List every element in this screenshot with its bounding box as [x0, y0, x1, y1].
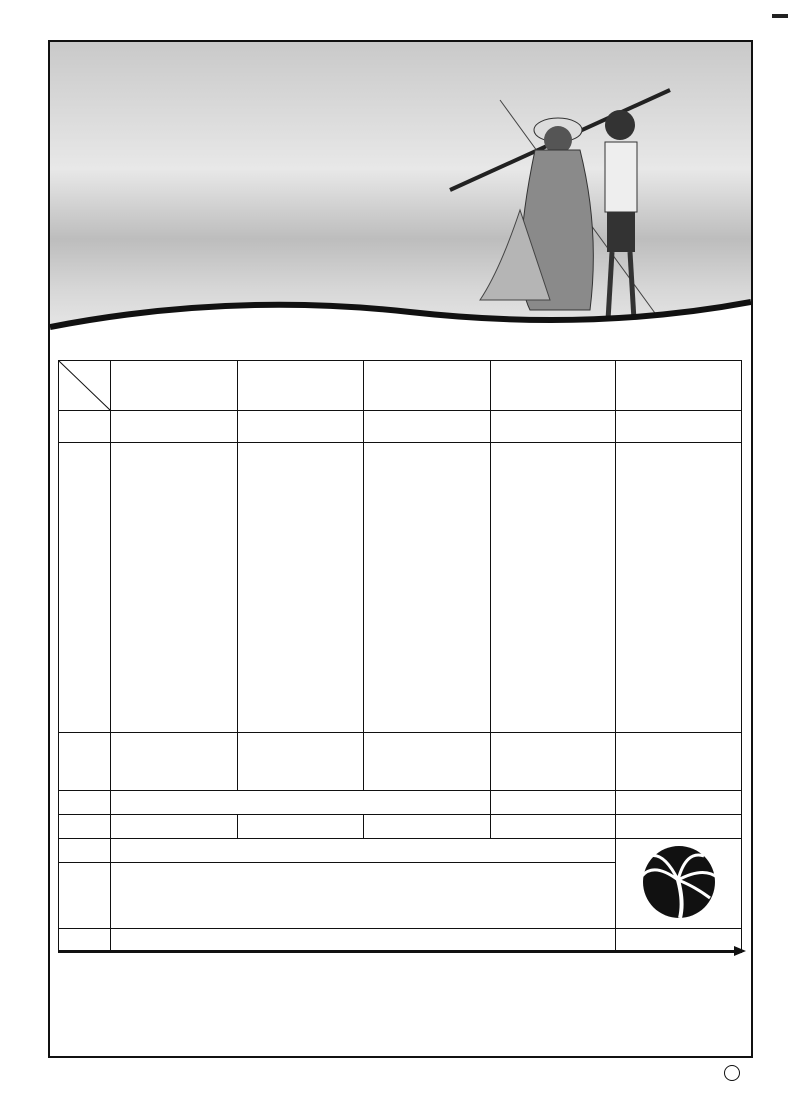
row-label-spots: [59, 443, 111, 733]
shopping-1: [110, 815, 237, 839]
price-1: [110, 411, 237, 443]
ad-tag: [772, 14, 788, 18]
meal-5: [616, 791, 742, 815]
route-header-4: [491, 361, 616, 411]
meal-4: [491, 791, 616, 815]
spots-col-2: [237, 443, 364, 733]
flight-back-time: [153, 891, 161, 893]
flight-back-time: [153, 899, 161, 901]
spots-col-1: [110, 443, 237, 733]
shopping-5: [616, 815, 742, 839]
itinerary-table: [58, 360, 742, 953]
flight-back: [143, 895, 151, 897]
route-header-2: [237, 361, 364, 411]
wave-shape: [50, 272, 751, 360]
row-label-ticket: [59, 863, 111, 929]
flight-out-time: [133, 891, 141, 893]
flight-back: [143, 899, 151, 901]
hotel-5: [616, 733, 742, 791]
price-5: [616, 411, 742, 443]
hero-banner: [50, 42, 751, 360]
price-2: [237, 411, 364, 443]
flights-cell: [110, 863, 615, 929]
spots-col-5: [616, 443, 742, 733]
flight-out: [123, 891, 131, 893]
flight-out: [123, 895, 131, 897]
flight-row: [113, 895, 171, 897]
palm-tree-cell: [616, 839, 742, 929]
route-header-5: [616, 361, 742, 411]
flight-row: [113, 891, 171, 893]
row-label-meal: [59, 791, 111, 815]
palm-tree-icon: [634, 842, 724, 922]
flight-note: [163, 899, 171, 901]
flight-airline: [113, 891, 121, 893]
flight-out-time: [133, 895, 141, 897]
flight-note: [163, 891, 171, 893]
shopping-3: [364, 815, 491, 839]
corner-cell: [59, 361, 111, 411]
flight-back: [143, 891, 151, 893]
flight-airline: [113, 899, 121, 901]
shopping-2: [237, 815, 364, 839]
flight-airline: [113, 895, 121, 897]
hotel-2: [237, 733, 364, 791]
flights-table: [111, 889, 173, 903]
route-header-1: [110, 361, 237, 411]
shopping-4: [491, 815, 616, 839]
price-3: [364, 411, 491, 443]
flight-out-time: [133, 899, 141, 901]
corner-diagonal: [59, 361, 111, 411]
footer: [718, 1065, 752, 1081]
route-header-3: [364, 361, 491, 411]
hotel-1: [110, 733, 237, 791]
ad-frame: [48, 40, 753, 1058]
spots-col-4: [491, 443, 616, 733]
meal-1-3: [110, 791, 490, 815]
flight-back-time: [153, 895, 161, 897]
flight-note: [163, 895, 171, 897]
row-label-local: [59, 411, 111, 443]
flight-out: [123, 899, 131, 901]
spots-col-3: [364, 443, 491, 733]
hotel-3: [364, 733, 491, 791]
price-4: [491, 411, 616, 443]
row-label-hotel: [59, 733, 111, 791]
flight-row: [113, 899, 171, 901]
row-label-departure: [59, 839, 111, 863]
hotel-4: [491, 733, 616, 791]
footer-logo: [724, 1065, 740, 1081]
row-label-shopping: [59, 815, 111, 839]
arrow-divider: [58, 946, 746, 956]
departure-value: [110, 839, 615, 863]
